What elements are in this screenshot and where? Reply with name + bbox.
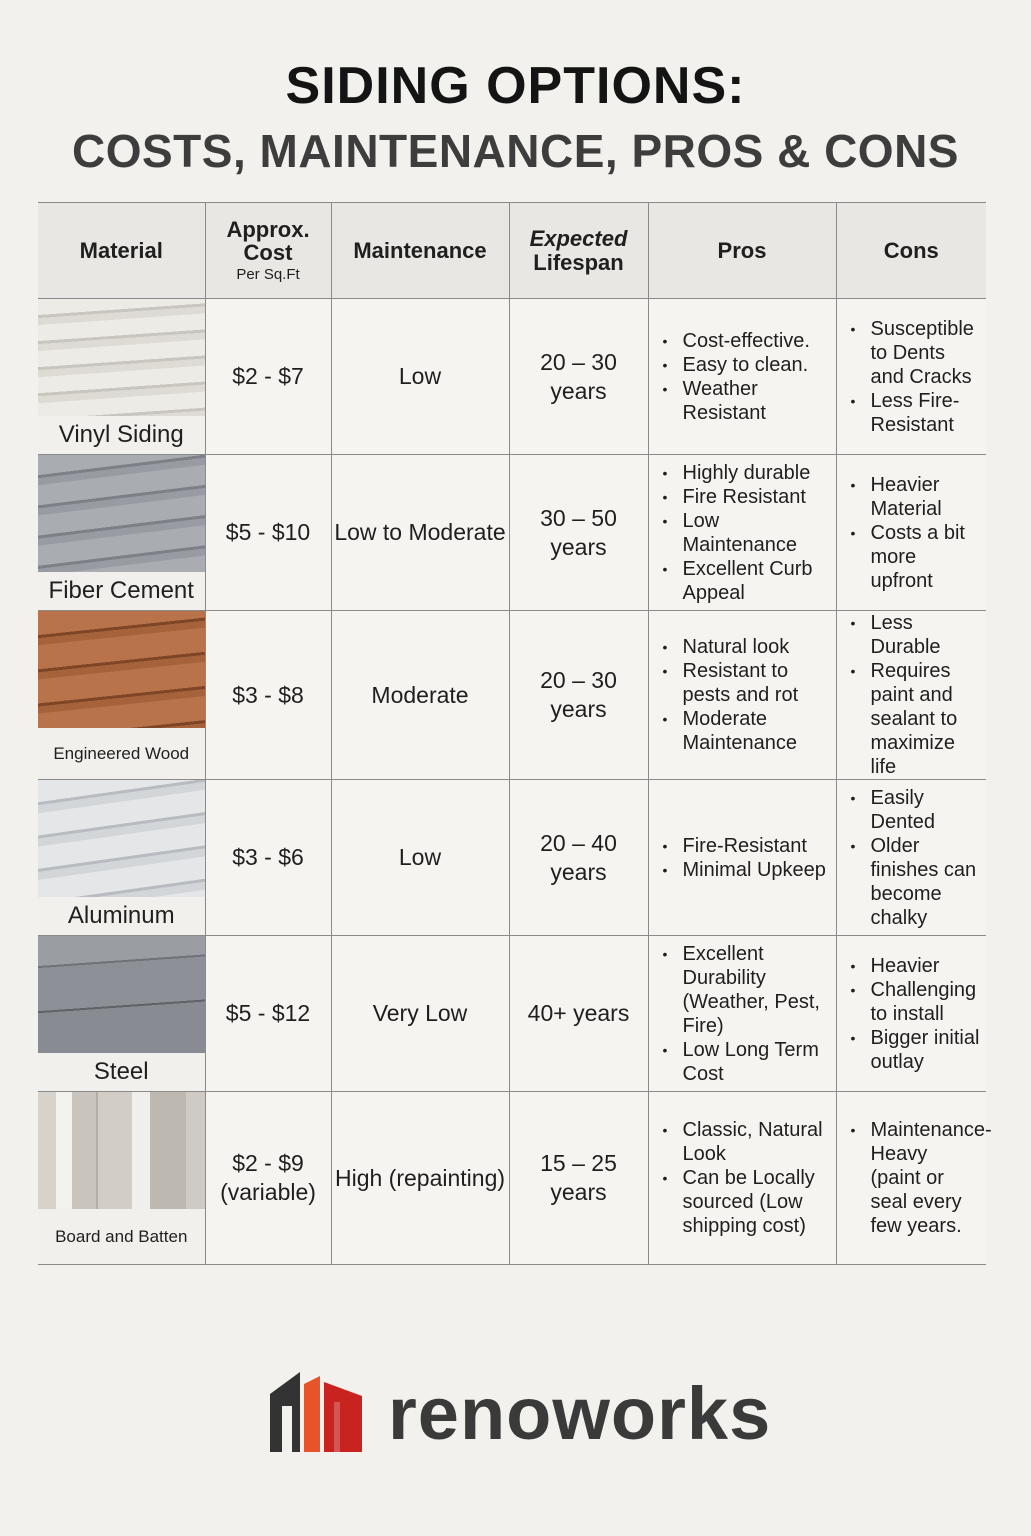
lifespan-cell: 15 – 25 years — [509, 1092, 648, 1265]
pro-item: • Weather Resistant — [683, 377, 830, 425]
pros-list — [649, 461, 836, 605]
material-label: Fiber Cement — [38, 572, 205, 610]
pro-item: • Low Maintenance — [683, 509, 830, 557]
pro-item: • Highly durable — [683, 461, 830, 485]
lifespan-cell: 40+ years — [509, 936, 648, 1092]
pro-item: • Moderate Maintenance — [683, 707, 830, 755]
table-row — [38, 455, 986, 611]
cons-cell — [836, 780, 986, 936]
material-label: Aluminum — [38, 897, 205, 935]
header-maintenance: Maintenance — [331, 203, 509, 299]
pro-item: • Resistant to pests and rot — [683, 659, 830, 707]
cons-list — [837, 954, 987, 1074]
material-cell — [38, 1092, 205, 1265]
cons-cell — [836, 455, 986, 611]
cons-cell — [836, 611, 986, 780]
pro-item: • Low Long Term Cost — [683, 1038, 830, 1086]
cost-cell: $3 - $8 — [205, 611, 331, 780]
table-row — [38, 611, 986, 780]
maintenance-cell: High (repainting) — [331, 1092, 509, 1265]
pros-list — [649, 635, 836, 755]
pros-list — [649, 329, 836, 425]
pro-item: • Fire-Resistant — [683, 834, 830, 858]
pro-item: • Minimal Upkeep — [683, 858, 830, 882]
material-label: Board and Batten — [38, 1209, 205, 1264]
lifespan-cell: 20 – 30 years — [509, 611, 648, 780]
renoworks-house-icon — [270, 1372, 362, 1452]
pros-cell — [648, 780, 836, 936]
header-lifespan — [509, 203, 648, 299]
header-cons: Cons — [836, 203, 986, 299]
table-row — [38, 299, 986, 455]
lifespan-cell: 20 – 30 years — [509, 299, 648, 455]
material-label: Engineered Wood — [38, 728, 205, 779]
table-row — [38, 1092, 986, 1265]
cons-list — [837, 473, 987, 593]
lifespan-cell: 20 – 40 years — [509, 780, 648, 936]
cons-cell — [836, 1092, 992, 1265]
material-cell — [38, 455, 205, 611]
pro-item: • Easy to clean. — [683, 353, 830, 377]
pro-item: • Fire Resistant — [683, 485, 830, 509]
con-item: • Heavier Material — [871, 473, 981, 521]
material-cell — [38, 780, 205, 936]
cost-cell: $5 - $12 — [205, 936, 331, 1092]
pros-cell — [648, 1092, 836, 1265]
pros-cell — [648, 455, 836, 611]
pro-item: • Cost-effective. — [683, 329, 830, 353]
con-item: • Susceptible to Dents and Cracks — [871, 317, 981, 389]
con-item: • Challenging to install — [871, 978, 981, 1026]
fiber-cement-texture — [38, 455, 205, 572]
con-item: • Heavier — [871, 954, 981, 978]
pro-item: • Classic, Natural Look — [683, 1118, 830, 1166]
renoworks-wordmark: renoworks — [388, 1372, 772, 1455]
cost-cell: $2 - $9 (variable) — [205, 1092, 331, 1265]
table-row — [38, 780, 986, 936]
aluminum-texture — [38, 780, 205, 897]
pro-item: • Excellent Durability (Weather, Pest, Fire) — [683, 942, 830, 1038]
title-line-2: COSTS, MAINTENANCE, PROS & CONS — [71, 125, 959, 177]
cost-cell: $3 - $6 — [205, 780, 331, 936]
header-cost-line1: Approx. — [226, 217, 310, 243]
pros-cell — [648, 611, 836, 780]
title-line-1: SIDING OPTIONS: — [285, 57, 746, 115]
con-item: • Maintenance-Heavy (paint or seal every few years. — [871, 1118, 981, 1238]
header-row — [38, 203, 986, 299]
maintenance-cell: Low to Moderate — [331, 455, 509, 611]
board-and-batten-texture — [38, 1092, 205, 1209]
cons-list — [837, 317, 987, 437]
maintenance-cell: Moderate — [331, 611, 509, 780]
cons-cell — [836, 936, 986, 1092]
pro-item: • Natural look — [683, 635, 830, 659]
siding-comparison-table — [38, 202, 992, 1265]
material-label: Steel — [38, 1053, 205, 1091]
pros-list — [649, 1118, 836, 1238]
header-lifespan-line2: Lifespan — [533, 249, 624, 275]
header-lifespan-line1: Expected — [529, 226, 628, 252]
material-cell — [38, 936, 205, 1092]
con-item: • Easily Dented — [871, 786, 981, 834]
cost-cell: $2 - $7 — [205, 299, 331, 455]
cost-cell: $5 - $10 — [205, 455, 331, 611]
header-cost-line2: Cost — [243, 240, 293, 266]
header-material: Material — [38, 203, 205, 299]
material-cell — [38, 611, 205, 780]
con-item: • Older finishes can become chalky — [871, 834, 981, 930]
header-cost-sub: Per Sq.Ft — [236, 266, 300, 284]
pro-item: • Excellent Curb Appeal — [683, 557, 830, 605]
header-pros: Pros — [648, 203, 836, 299]
cons-list — [837, 1118, 992, 1238]
steel-texture — [38, 936, 205, 1053]
pro-item: • Can be Locally sourced (Low shipping cost) — [683, 1166, 830, 1238]
cons-list — [837, 786, 987, 930]
pros-cell — [648, 299, 836, 455]
renoworks-logo — [270, 1372, 772, 1458]
header-cost — [205, 203, 331, 299]
con-item: • Costs a bit more upfront — [871, 521, 981, 593]
cons-list — [837, 611, 987, 779]
con-item: • Requires paint and sealant to maximize life — [871, 659, 981, 779]
con-item: • Bigger initial outlay — [871, 1026, 981, 1074]
material-label: Vinyl Siding — [38, 416, 205, 454]
maintenance-cell: Low — [331, 299, 509, 455]
con-item: • Less Fire-Resistant — [871, 389, 981, 437]
maintenance-cell: Very Low — [331, 936, 509, 1092]
engineered-wood-texture — [38, 611, 205, 728]
lifespan-cell: 30 – 50 years — [509, 455, 648, 611]
pros-cell — [648, 936, 836, 1092]
cons-cell — [836, 299, 986, 455]
table-row — [38, 936, 986, 1092]
maintenance-cell: Low — [331, 780, 509, 936]
pros-list — [649, 942, 836, 1086]
pros-list — [649, 834, 836, 882]
material-cell — [38, 299, 205, 455]
con-item: • Less Durable — [871, 611, 981, 659]
vinyl-siding-texture — [38, 299, 205, 416]
